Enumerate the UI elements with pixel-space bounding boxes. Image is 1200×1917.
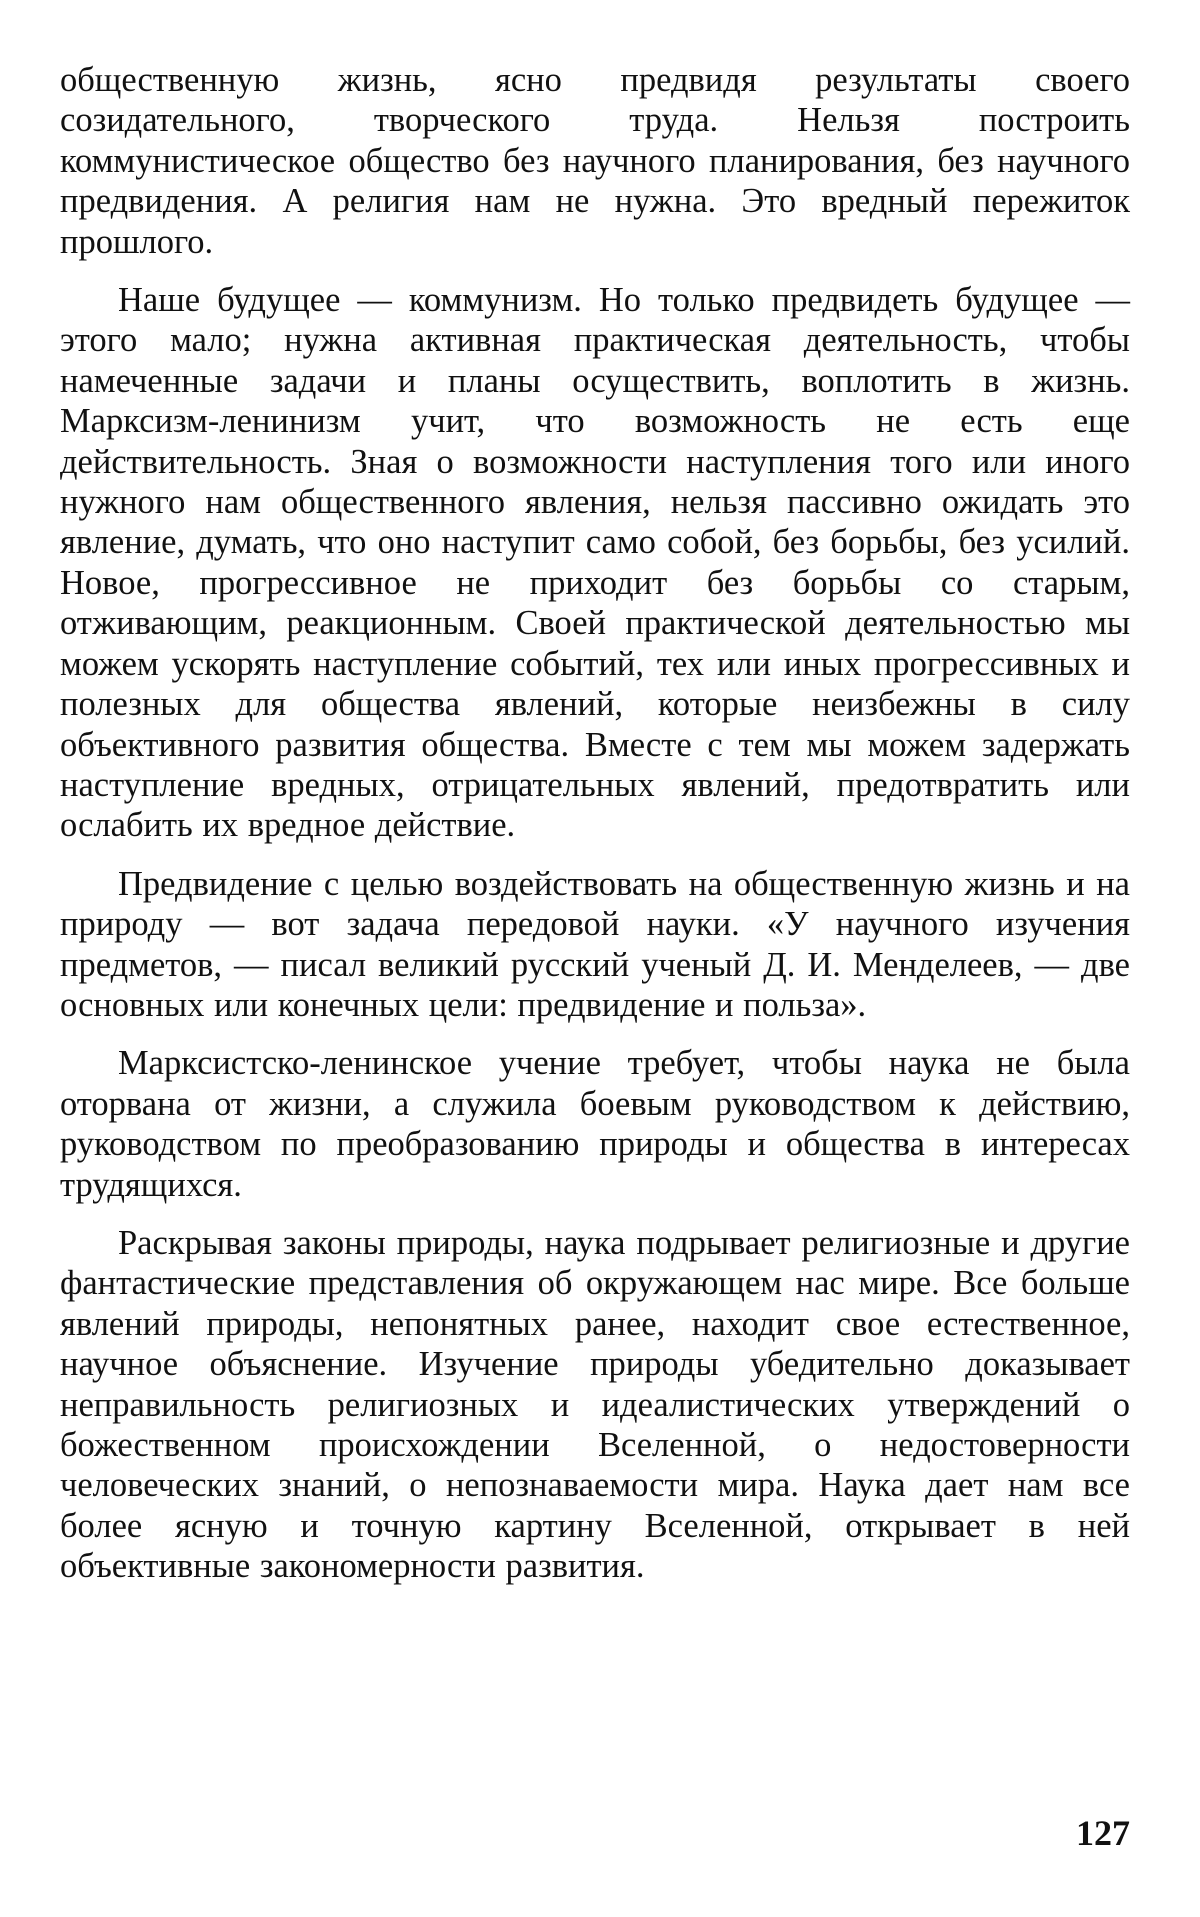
- paragraph-future-communism: Наше будущее — коммунизм. Но только предвидеть будущее — этого мало; нужна активная практическая деятельность, чтобы намеченные задачи и планы осуществить, воплотить в жизнь. Марксизм-ленинизм учит, что возможность не есть еще действительность. Зная о возможности наступления того или иного нужного нам общественного явления, нельзя пассивно ожидать это явление, думать, что оно наступит само собой, без борьбы, без усилий. Новое, прогрессивное не приходит без борьбы со старым, отживающим, реакционным. Своей практической деятельностью мы можем ускорять наступление событий, тех или иных прогрессивных и полезных для общества явлений, которые неизбежны в силу объективного развития общества. Вместе с тем мы можем задержать наступление вредных, отрицательных явлений, предотвратить или ослабить их вредное действие.: [60, 281, 1130, 845]
- book-page: [60, 60, 1130, 1850]
- paragraph-laws-of-nature: Раскрывая законы природы, наука подрывает религиозные и другие фантастические представления об окружающем нас мире. Все больше явлений природы, непонятных ранее, находит свое естественное, научное объяснение. Изучение природы убедительно доказывает неправильность религиозных и идеалистических утверждений о божественном происхождении Вселенной, о недостоверности человеческих знаний, о непознаваемости мира. Наука дает нам все более ясную и точную картину Вселенной, открывает в ней объективные закономерности развития.: [60, 1223, 1130, 1586]
- paragraph-foresight: Предвидение с целью воздействовать на общественную жизнь и на природу — вот задача передовой науки. «У научного изучения предметов, — писал великий русский ученый Д. И. Менделеев, — две основных или конечных цели: предвидение и польза».: [60, 864, 1130, 1024]
- paragraph-continuation: общественную жизнь, ясно предвидя результаты своего созидательного, творческого труда. Нельзя построить коммунистическое общество без научного планирования, без научного предвидения. А религия нам не нужна. Это вредный пережиток прошлого.: [60, 61, 1130, 261]
- paragraph-marxist-teaching: Марксистско-ленинское учение требует, чтобы наука не была оторвана от жизни, а служила боевым руководством к действию, руководством по преобразованию природы и общества в интересах трудящихся.: [60, 1044, 1130, 1204]
- page-number: 127: [1076, 1813, 1130, 1853]
